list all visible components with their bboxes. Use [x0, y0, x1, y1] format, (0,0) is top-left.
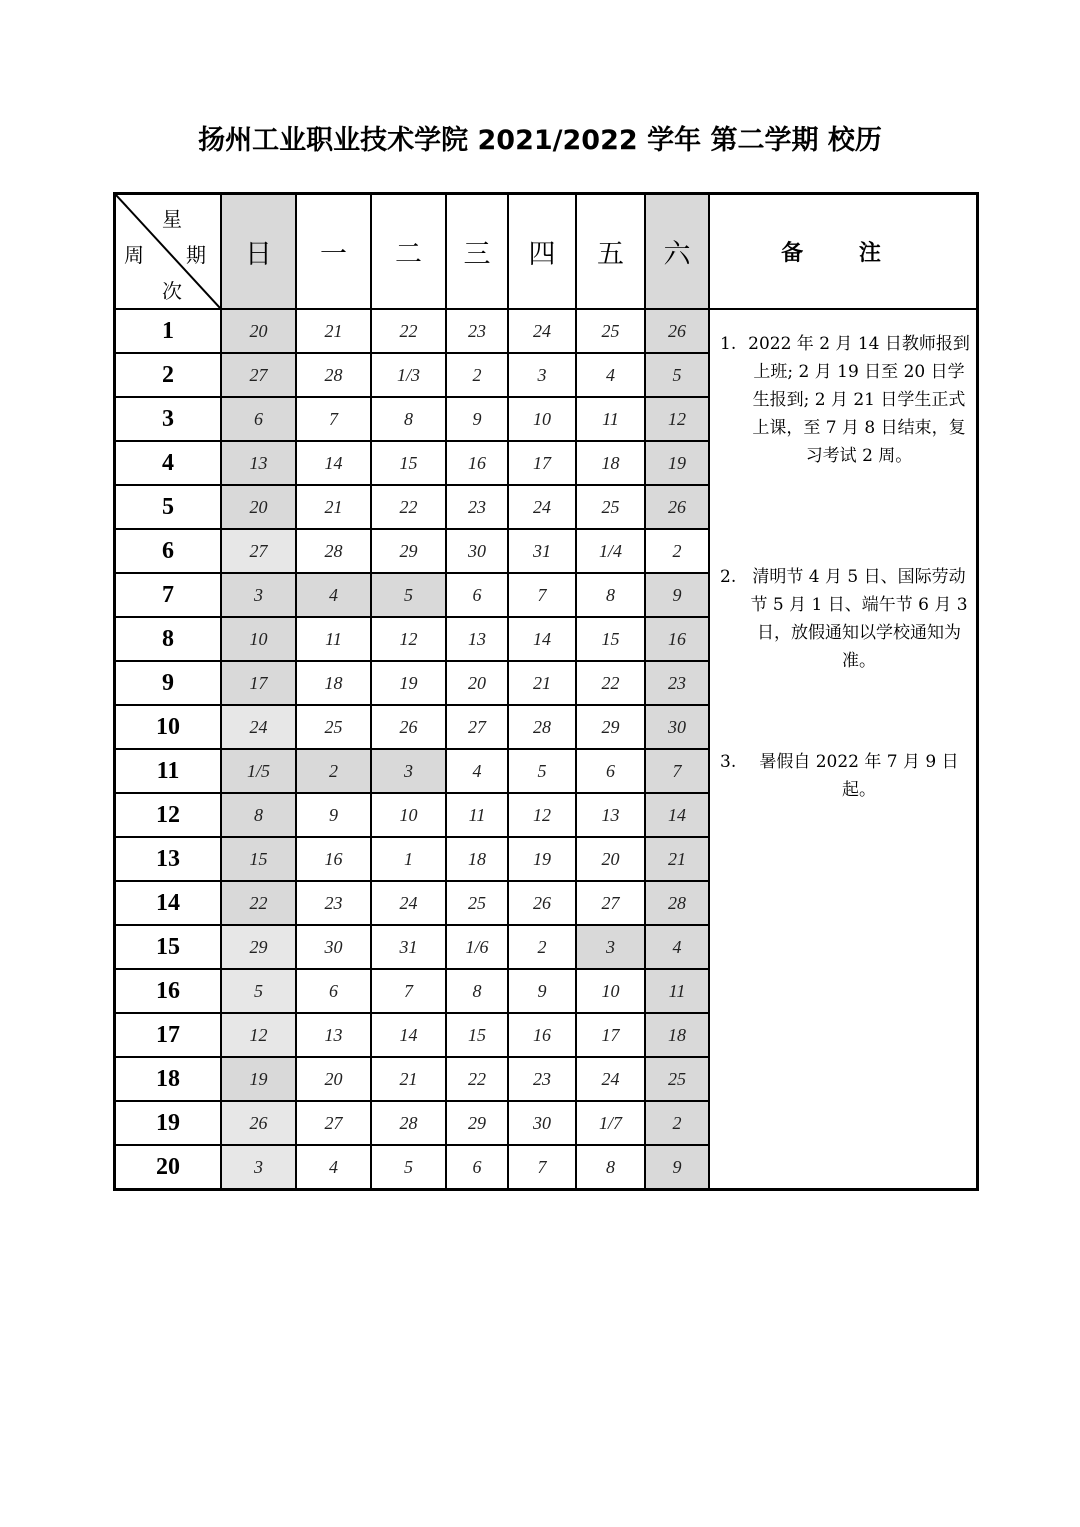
week-number: 2	[115, 353, 222, 397]
date-cell-sun: 27	[221, 529, 296, 573]
date-cell-fri: 3	[576, 925, 645, 969]
date-cell-wed: 30	[446, 529, 508, 573]
date-cell-tue: 3	[371, 749, 446, 793]
corner-label-zhou: 周	[124, 243, 144, 267]
note-item	[720, 748, 970, 804]
date-cell-thu: 28	[508, 705, 576, 749]
date-cell-sun: 13	[221, 441, 296, 485]
week-number: 14	[115, 881, 222, 925]
date-cell-fri: 20	[576, 837, 645, 881]
day-header-wed: 三	[446, 194, 508, 310]
date-cell-sat: 12	[645, 397, 709, 441]
date-cell-sun: 24	[221, 705, 296, 749]
date-cell-wed: 9	[446, 397, 508, 441]
date-cell-sat: 26	[645, 485, 709, 529]
date-cell-sat: 28	[645, 881, 709, 925]
date-cell-sun: 20	[221, 309, 296, 353]
date-cell-mon: 21	[296, 485, 371, 529]
date-cell-wed: 8	[446, 969, 508, 1013]
date-cell-wed: 4	[446, 749, 508, 793]
date-cell-tue: 8	[371, 397, 446, 441]
date-cell-mon: 16	[296, 837, 371, 881]
week-number: 20	[115, 1145, 222, 1190]
week-number: 12	[115, 793, 222, 837]
date-cell-tue: 5	[371, 1145, 446, 1190]
week-number: 17	[115, 1013, 222, 1057]
date-cell-tue: 31	[371, 925, 446, 969]
date-cell-sat: 25	[645, 1057, 709, 1101]
date-cell-wed: 20	[446, 661, 508, 705]
date-cell-fri: 1/4	[576, 529, 645, 573]
date-cell-wed: 1/6	[446, 925, 508, 969]
date-cell-sun: 6	[221, 397, 296, 441]
date-cell-thu: 10	[508, 397, 576, 441]
date-cell-mon: 23	[296, 881, 371, 925]
corner-label-ci: 次	[162, 279, 182, 303]
note-item	[720, 563, 970, 675]
week-number: 9	[115, 661, 222, 705]
date-cell-tue: 5	[371, 573, 446, 617]
date-cell-fri: 8	[576, 1145, 645, 1190]
date-cell-tue: 10	[371, 793, 446, 837]
date-cell-tue: 29	[371, 529, 446, 573]
date-cell-sun: 20	[221, 485, 296, 529]
date-cell-sun: 15	[221, 837, 296, 881]
note-number: 3.	[720, 752, 737, 772]
date-cell-fri: 29	[576, 705, 645, 749]
date-cell-fri: 10	[576, 969, 645, 1013]
date-cell-wed: 13	[446, 617, 508, 661]
date-cell-wed: 18	[446, 837, 508, 881]
corner-header	[115, 194, 222, 310]
date-cell-sat: 16	[645, 617, 709, 661]
date-cell-mon: 25	[296, 705, 371, 749]
date-cell-fri: 18	[576, 441, 645, 485]
date-cell-mon: 28	[296, 353, 371, 397]
date-cell-tue: 14	[371, 1013, 446, 1057]
date-cell-sat: 9	[645, 573, 709, 617]
date-cell-tue: 12	[371, 617, 446, 661]
date-cell-sun: 3	[221, 573, 296, 617]
date-cell-mon: 14	[296, 441, 371, 485]
date-cell-sat: 19	[645, 441, 709, 485]
week-number: 6	[115, 529, 222, 573]
date-cell-tue: 1	[371, 837, 446, 881]
date-cell-fri: 24	[576, 1057, 645, 1101]
date-cell-sat: 30	[645, 705, 709, 749]
week-number: 7	[115, 573, 222, 617]
date-cell-fri: 13	[576, 793, 645, 837]
date-cell-fri: 6	[576, 749, 645, 793]
date-cell-mon: 7	[296, 397, 371, 441]
week-number: 16	[115, 969, 222, 1013]
date-cell-mon: 4	[296, 573, 371, 617]
date-cell-thu: 31	[508, 529, 576, 573]
date-cell-fri: 4	[576, 353, 645, 397]
date-cell-thu: 5	[508, 749, 576, 793]
corner-label-qi: 期	[186, 243, 206, 267]
date-cell-wed: 23	[446, 485, 508, 529]
notes-panel	[709, 309, 978, 1190]
date-cell-sat: 2	[645, 1101, 709, 1145]
date-cell-thu: 17	[508, 441, 576, 485]
date-cell-sat: 21	[645, 837, 709, 881]
date-cell-sun: 29	[221, 925, 296, 969]
date-cell-sat: 2	[645, 529, 709, 573]
date-cell-mon: 2	[296, 749, 371, 793]
day-header-sun: 日	[221, 194, 296, 310]
date-cell-mon: 11	[296, 617, 371, 661]
date-cell-sat: 23	[645, 661, 709, 705]
date-cell-wed: 22	[446, 1057, 508, 1101]
date-cell-wed: 29	[446, 1101, 508, 1145]
date-cell-fri: 22	[576, 661, 645, 705]
week-row	[115, 309, 978, 353]
date-cell-mon: 27	[296, 1101, 371, 1145]
note-text: 清明节 4 月 5 日、国际劳动节 5 月 1 日、端午节 6 月 3 日，放假通知以学校通知为准。	[750, 567, 968, 671]
date-cell-sat: 4	[645, 925, 709, 969]
date-cell-sun: 5	[221, 969, 296, 1013]
date-cell-mon: 6	[296, 969, 371, 1013]
date-cell-sun: 3	[221, 1145, 296, 1190]
date-cell-tue: 21	[371, 1057, 446, 1101]
date-cell-sun: 27	[221, 353, 296, 397]
date-cell-mon: 18	[296, 661, 371, 705]
date-cell-fri: 25	[576, 309, 645, 353]
date-cell-fri: 15	[576, 617, 645, 661]
week-number: 11	[115, 749, 222, 793]
date-cell-mon: 20	[296, 1057, 371, 1101]
date-cell-tue: 7	[371, 969, 446, 1013]
date-cell-thu: 23	[508, 1057, 576, 1101]
date-cell-thu: 24	[508, 485, 576, 529]
date-cell-tue: 1/3	[371, 353, 446, 397]
date-cell-fri: 8	[576, 573, 645, 617]
date-cell-mon: 9	[296, 793, 371, 837]
date-cell-tue: 26	[371, 705, 446, 749]
corner-label-xing: 星	[162, 207, 182, 231]
date-cell-thu: 7	[508, 1145, 576, 1190]
date-cell-thu: 7	[508, 573, 576, 617]
date-cell-sun: 17	[221, 661, 296, 705]
date-cell-wed: 27	[446, 705, 508, 749]
note-item	[720, 330, 970, 470]
week-number: 19	[115, 1101, 222, 1145]
date-cell-thu: 3	[508, 353, 576, 397]
date-cell-thu: 16	[508, 1013, 576, 1057]
date-cell-sat: 7	[645, 749, 709, 793]
date-cell-thu: 14	[508, 617, 576, 661]
week-number: 15	[115, 925, 222, 969]
date-cell-sun: 26	[221, 1101, 296, 1145]
note-text: 2022 年 2 月 14 日教师报到上班; 2 月 19 日至 20 日学生报到; 2 月 21 日学生正式上课，至 7 月 8 日结束，复习考试 2 周。	[748, 334, 970, 466]
day-header-tue: 二	[371, 194, 446, 310]
date-cell-mon: 28	[296, 529, 371, 573]
date-cell-mon: 13	[296, 1013, 371, 1057]
date-cell-wed: 2	[446, 353, 508, 397]
date-cell-sun: 8	[221, 793, 296, 837]
date-cell-sat: 5	[645, 353, 709, 397]
week-number: 4	[115, 441, 222, 485]
date-cell-sat: 14	[645, 793, 709, 837]
date-cell-wed: 25	[446, 881, 508, 925]
date-cell-thu: 12	[508, 793, 576, 837]
date-cell-fri: 25	[576, 485, 645, 529]
date-cell-wed: 11	[446, 793, 508, 837]
date-cell-thu: 30	[508, 1101, 576, 1145]
day-header-thu: 四	[508, 194, 576, 310]
page-title: 扬州工业职业技术学院 2021/2022 学年 第二学期 校历	[198, 125, 882, 156]
date-cell-thu: 2	[508, 925, 576, 969]
week-number: 5	[115, 485, 222, 529]
date-cell-mon: 4	[296, 1145, 371, 1190]
date-cell-tue: 15	[371, 441, 446, 485]
date-cell-thu: 19	[508, 837, 576, 881]
calendar-table	[113, 192, 979, 1191]
date-cell-sat: 26	[645, 309, 709, 353]
notes-title: 备 注	[709, 194, 978, 310]
week-number: 1	[115, 309, 222, 353]
day-header-fri: 五	[576, 194, 645, 310]
week-number: 8	[115, 617, 222, 661]
date-cell-wed: 23	[446, 309, 508, 353]
date-cell-sun: 1/5	[221, 749, 296, 793]
date-cell-tue: 19	[371, 661, 446, 705]
week-number: 10	[115, 705, 222, 749]
date-cell-wed: 16	[446, 441, 508, 485]
date-cell-fri: 17	[576, 1013, 645, 1057]
note-text: 暑假自 2022 年 7 月 9 日起。	[759, 752, 959, 800]
day-header-mon: 一	[296, 194, 371, 310]
date-cell-tue: 24	[371, 881, 446, 925]
date-cell-sat: 9	[645, 1145, 709, 1190]
date-cell-thu: 21	[508, 661, 576, 705]
day-header-sat: 六	[645, 194, 709, 310]
date-cell-fri: 1/7	[576, 1101, 645, 1145]
date-cell-sun: 12	[221, 1013, 296, 1057]
date-cell-thu: 9	[508, 969, 576, 1013]
calendar-body	[115, 309, 978, 1190]
date-cell-mon: 30	[296, 925, 371, 969]
date-cell-sat: 11	[645, 969, 709, 1013]
date-cell-thu: 26	[508, 881, 576, 925]
date-cell-wed: 15	[446, 1013, 508, 1057]
date-cell-sat: 18	[645, 1013, 709, 1057]
week-number: 13	[115, 837, 222, 881]
date-cell-wed: 6	[446, 573, 508, 617]
date-cell-sun: 19	[221, 1057, 296, 1101]
date-cell-thu: 24	[508, 309, 576, 353]
date-cell-tue: 22	[371, 485, 446, 529]
date-cell-sun: 10	[221, 617, 296, 661]
date-cell-wed: 6	[446, 1145, 508, 1190]
date-cell-sun: 22	[221, 881, 296, 925]
header-row	[115, 194, 978, 310]
date-cell-tue: 28	[371, 1101, 446, 1145]
note-number: 2.	[720, 567, 737, 587]
date-cell-mon: 21	[296, 309, 371, 353]
date-cell-tue: 22	[371, 309, 446, 353]
date-cell-fri: 27	[576, 881, 645, 925]
date-cell-fri: 11	[576, 397, 645, 441]
week-number: 3	[115, 397, 222, 441]
week-number: 18	[115, 1057, 222, 1101]
note-number: 1.	[720, 334, 737, 354]
